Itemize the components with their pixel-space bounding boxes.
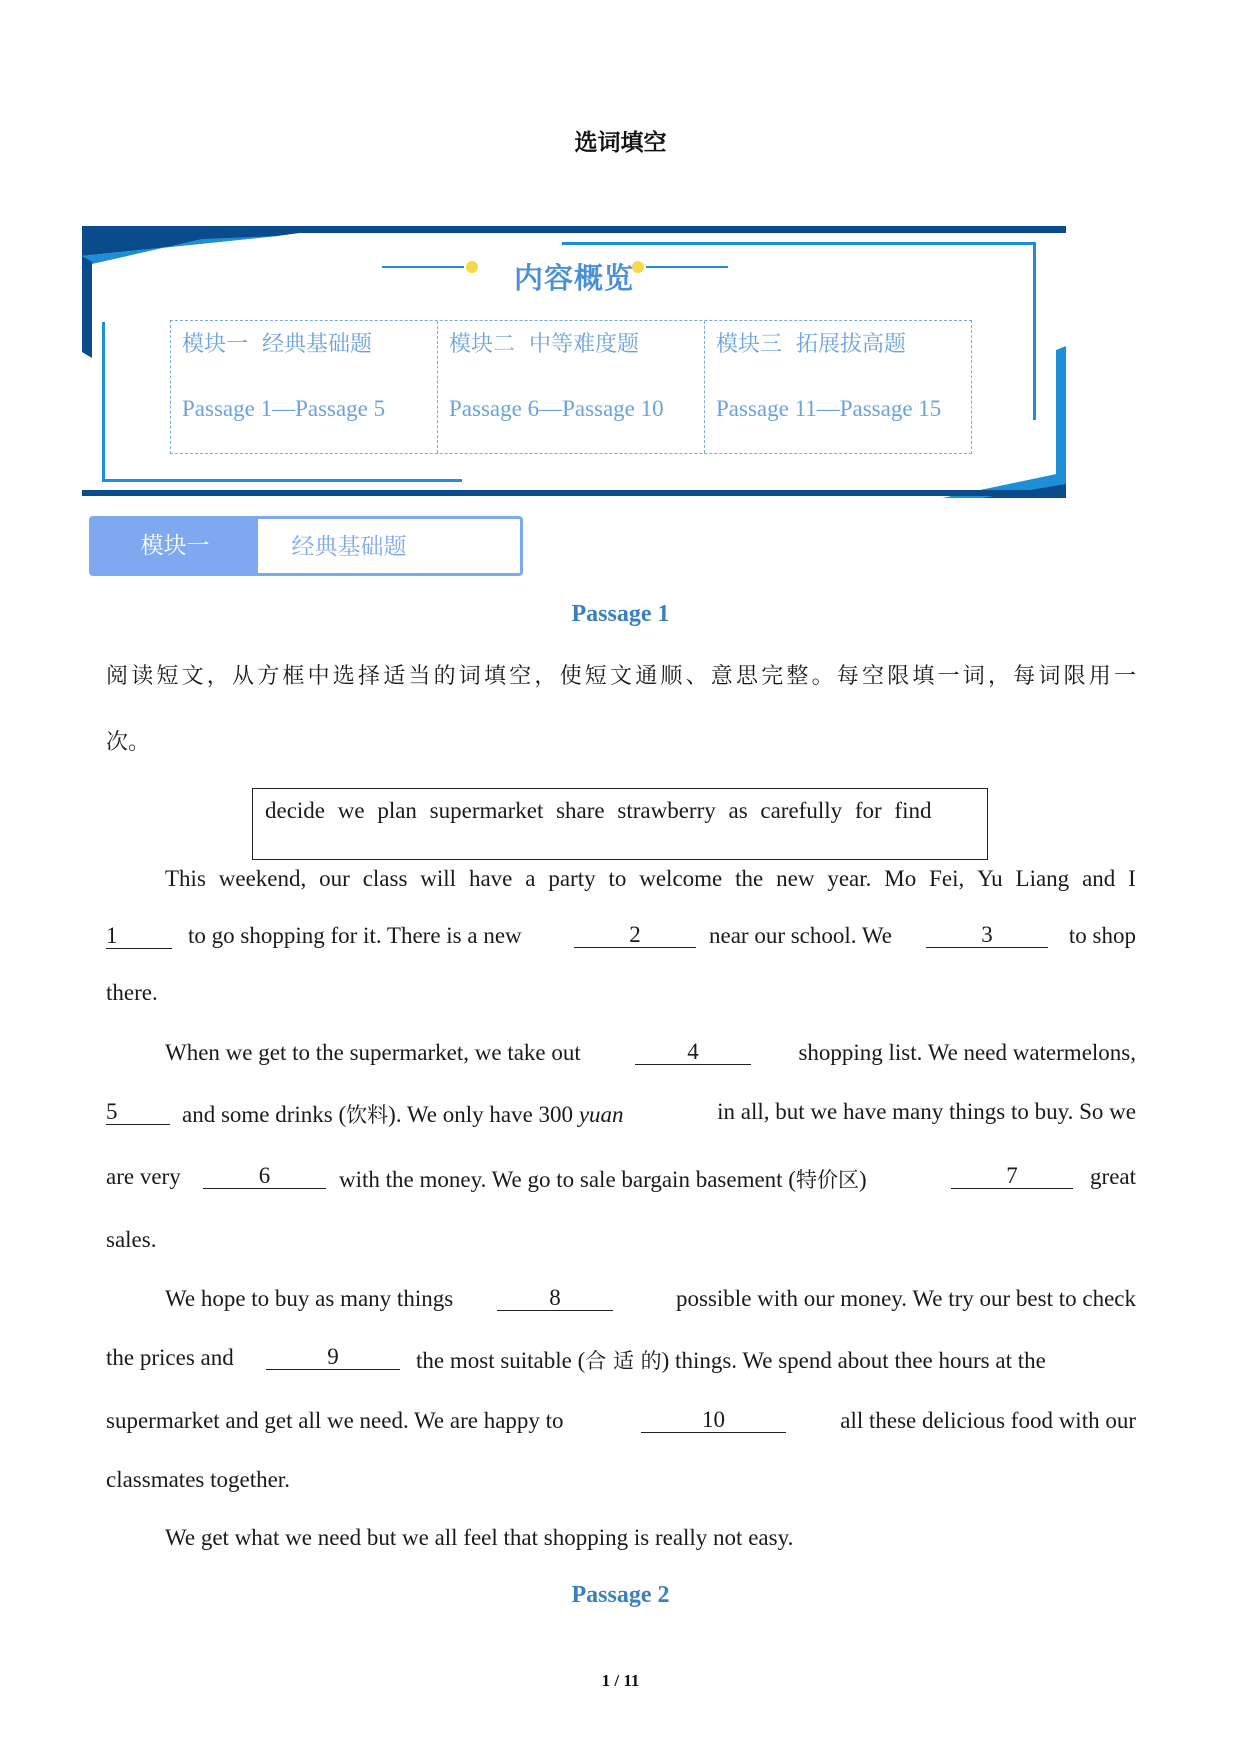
text-segment: near our school. We <box>709 923 892 948</box>
word: I <box>1128 866 1136 891</box>
word: welcome <box>639 866 723 891</box>
paragraph-1-line-2 <box>106 923 1136 949</box>
word: Liang <box>1015 866 1070 891</box>
paragraph-2-line-3 <box>106 1164 1136 1190</box>
blank-6[interactable]: 6 <box>203 1164 326 1189</box>
text-segment: with the money. We go to sale bargain basement ( <box>339 1167 796 1192</box>
blank-8[interactable]: 8 <box>497 1286 613 1311</box>
word: Mo <box>884 866 917 891</box>
text-segment: to shop <box>1068 923 1136 948</box>
word: Yu <box>977 866 1003 891</box>
word: weekend, <box>218 866 307 891</box>
module-name: 模块二 中等难度题 <box>449 332 639 357</box>
blank-4[interactable]: 4 <box>635 1040 751 1065</box>
text-segment: ). We only have 300 <box>388 1102 574 1127</box>
module-range: Passage 11—Passage 15 <box>716 396 942 421</box>
word: the <box>735 866 764 891</box>
document-title: 选词填空 <box>574 130 667 156</box>
text-segment: the prices and <box>106 1345 234 1370</box>
blank-2[interactable]: 2 <box>574 923 696 948</box>
module-name: 模块三 拓展拔高题 <box>716 332 906 357</box>
word: year. <box>827 866 872 891</box>
module-section-tag <box>89 516 523 576</box>
instruction-line-1: 阅读短文，从方框中选择适当的词填空，使短文通顺、意思完整。每空限填一词，每词限用一 <box>106 664 1136 689</box>
text-segment: shopping list. We need watermelons, <box>798 1040 1136 1065</box>
text-segment: and some drinks ( <box>182 1102 347 1127</box>
overview-module-3 <box>705 321 971 453</box>
module-range: Passage 1—Passage 5 <box>182 396 386 421</box>
paragraph-1-line-3: there. <box>106 980 158 1005</box>
text-segment: possible with our money. We try our best to check <box>676 1286 1136 1311</box>
word: This <box>165 866 206 891</box>
word: our <box>319 866 350 891</box>
text-segment: We hope to buy as many things <box>165 1286 454 1311</box>
module-tag-title: 经典基础题 <box>291 534 407 560</box>
overview-title: 内容概览 <box>513 261 634 295</box>
blank-5[interactable]: 5 <box>106 1100 170 1125</box>
word: new <box>776 866 815 891</box>
blank-1[interactable]: 1 <box>106 924 172 949</box>
italic-word: yuan <box>578 1102 624 1127</box>
text-segment: ) <box>858 1167 867 1192</box>
text-segment: all these delicious food with our <box>840 1408 1136 1433</box>
word: and <box>1082 866 1116 891</box>
word: class <box>362 866 408 891</box>
passage-1-heading: Passage 1 <box>571 601 670 627</box>
text-segment: are very <box>106 1164 181 1189</box>
text-segment: great <box>1090 1164 1136 1189</box>
word: Fei, <box>929 866 965 891</box>
passage-2-heading: Passage 2 <box>571 1582 670 1608</box>
paragraph-4: We get what we need but we all feel that shopping is really not easy. <box>165 1525 794 1550</box>
word: a <box>525 866 536 891</box>
paragraph-2-line-4: sales. <box>106 1227 157 1252</box>
text-segment: When we get to the supermarket, we take out <box>165 1040 581 1065</box>
paragraph-3-line-4: classmates together. <box>106 1467 290 1492</box>
chinese-gloss: 合 适 的 <box>585 1349 662 1373</box>
blank-3[interactable]: 3 <box>926 923 1048 948</box>
module-overview-table <box>170 320 972 454</box>
module-tag-label: 模块一 <box>92 519 258 573</box>
blank-10[interactable]: 10 <box>641 1408 786 1433</box>
paragraph-3-line-2 <box>106 1345 1136 1371</box>
overview-banner <box>82 226 1066 498</box>
paragraph-1-line-1 <box>165 866 1136 892</box>
module-name: 模块一 经典基础题 <box>182 332 372 357</box>
chinese-gloss: 饮料 <box>346 1103 389 1127</box>
blank-9[interactable]: 9 <box>266 1345 400 1370</box>
overview-module-2 <box>438 321 705 453</box>
word: have <box>468 866 513 891</box>
word: to <box>608 866 627 891</box>
paragraph-2-line-2 <box>106 1099 1136 1125</box>
text-segment: the most suitable ( <box>416 1348 586 1373</box>
blank-7[interactable]: 7 <box>951 1164 1073 1189</box>
text-segment: ) things. We spend about thee hours at the <box>661 1348 1046 1373</box>
text-segment: supermarket and get all we need. We are happy to <box>106 1408 564 1433</box>
instruction-line-2: 次。 <box>106 730 151 755</box>
word: will <box>420 866 457 891</box>
word: party <box>548 866 596 891</box>
word-bank-box: decide we plan supermarket share strawberry as carefully for find <box>252 788 988 860</box>
module-range: Passage 6—Passage 10 <box>449 396 664 421</box>
overview-module-1 <box>171 321 438 453</box>
page-number: 1 / 11 <box>601 1671 640 1690</box>
text-segment: to go shopping for it. There is a new <box>188 923 522 948</box>
text-segment: in all, but we have many things to buy. So we <box>717 1099 1136 1124</box>
paragraph-3-line-3 <box>106 1408 1136 1434</box>
chinese-gloss: 特价区 <box>795 1168 859 1192</box>
